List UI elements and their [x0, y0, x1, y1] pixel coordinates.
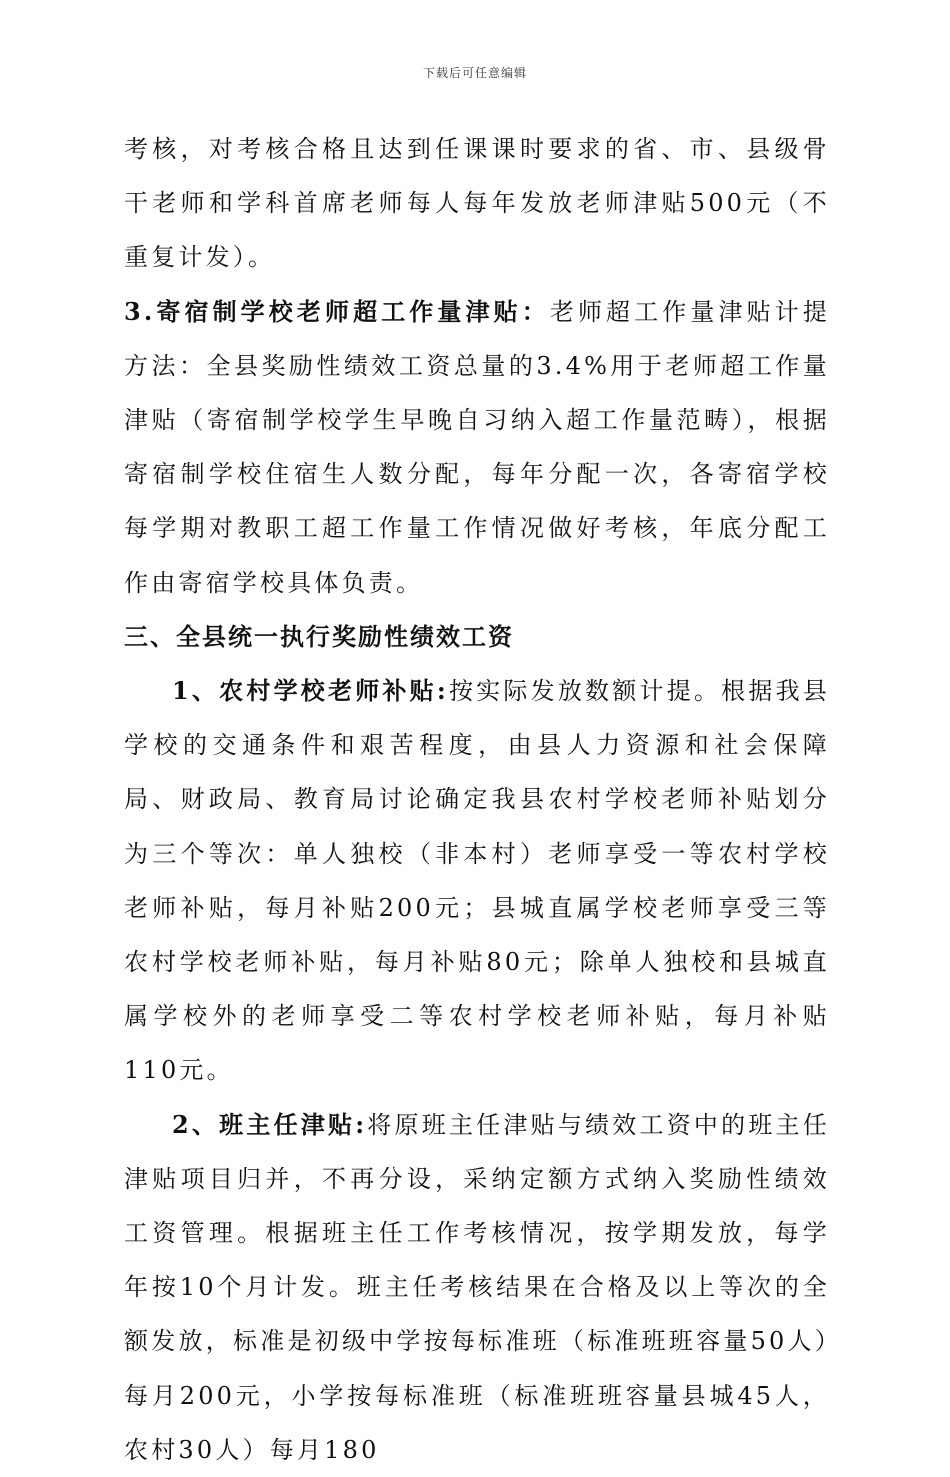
boarding-allowance-text: 老师超工作量津贴计提方法：全县奖励性绩效工资总量的3.4%用于老师超工作量津贴（寄宿制学校学生早晚自习纳入超工作量范畴），根据寄宿制学校住宿生人数分配，每年分配一次，各寄宿学校每学期对教职工超工作量工作情况做好考核，年底分配工作由寄宿学校具体负责。: [124, 297, 830, 597]
page-header: 下载后可任意编辑: [422, 66, 527, 80]
document-body: [124, 122, 830, 1477]
paragraph-teacher-allowance: 考核，对考核合格且达到任课课时要求的省、市、县级骨干老师和学科首席老师每人每年发放老师津贴500元（不重复计发）。: [124, 135, 830, 272]
rural-subsidy-text: 按实际发放数额计提。根据我县学校的交通条件和艰苦程度，由县人力资源和社会保障局、财政局、教育局讨论确定我县农村学校老师补贴划分为三个等次：单人独校（非本村）老师享受一等农村学校老师补贴，每月补贴200元；县城直属学校老师享受三等农村学校老师补贴，每月补贴80元；除单人独校和县城直属学校外的老师享受二等农村学校老师补贴，每月补贴110元。: [124, 677, 830, 1085]
class-teacher-allowance-text: 将原班主任津贴与绩效工资中的班主任津贴项目归并，不再分设，采纳定额方式纳入奖励性绩效工资管理。根据班主任工作考核情况，按学期发放，每学年按10个月计发。班主任考核结果在合格及以上等次的全额发放，标准是初级中学按每标准班（标准班班容量50人）每月200元，小学按每标准班（标准班班容量县城45人，农村30人）每月180: [124, 1110, 830, 1464]
paragraph-boarding-allowance: [124, 285, 830, 610]
rural-subsidy-title: 1、农村学校老师补贴:: [172, 676, 449, 706]
paragraph-rural-subsidy: [124, 664, 830, 1098]
section-heading-3: 三、全县统一执行奖励性绩效工资: [124, 621, 514, 651]
class-teacher-allowance-title: 2、班主任津贴:: [172, 1109, 368, 1139]
paragraph-class-teacher-allowance: [124, 1098, 830, 1477]
boarding-allowance-title: 3.寄宿制学校老师超工作量津贴：: [124, 296, 550, 326]
